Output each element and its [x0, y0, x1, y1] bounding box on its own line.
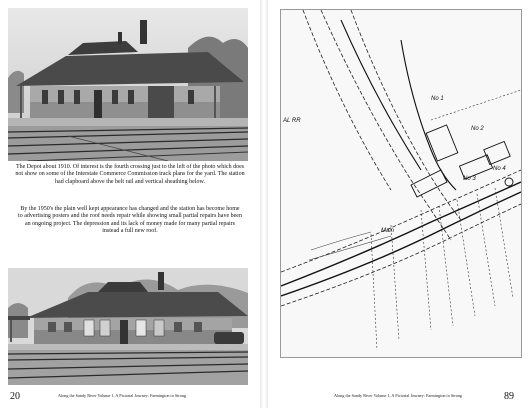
track-plan-map	[280, 9, 522, 358]
book-gutter	[260, 0, 268, 408]
bottom-photo-caption: By the 1950's the plain well kept appearance has changed and the station has become home to advertising posters and the roof needs repair while showing small partial repairs have been an ongoing project. The depression and its lack of money made for many partial repairs instead a full new roof.	[18, 206, 242, 234]
running-footer-left: Along the Sandy River Volume 1, A Pictorial Journey: Farmington to Strong	[58, 393, 187, 398]
svg-text:No 1: No 1	[431, 96, 444, 102]
top-photo-caption: The Depot about 1910. Of interest is the fourth crossing just to the left of the photo which does not show on some of the Interstate Commerce Commission track plans for the yard. The station had clapboard above the belt rail and vertical sheathing below.	[15, 164, 245, 185]
depot-photo-1910	[8, 8, 248, 161]
page-number-right: 89	[504, 391, 514, 402]
svg-text:AL RR: AL RR	[283, 118, 301, 124]
left-page	[0, 0, 260, 408]
page-number-left: 20	[10, 391, 20, 402]
depot-photo-1950s	[8, 268, 248, 385]
svg-text:Main: Main	[381, 228, 395, 234]
svg-text:No 3: No 3	[463, 176, 476, 182]
right-page	[268, 0, 528, 408]
svg-text:No 4: No 4	[493, 166, 506, 172]
running-footer-right: Along the Sandy River Volume 1, A Pictorial Journey: Farmington to Strong	[334, 393, 463, 398]
svg-text:No 2: No 2	[471, 126, 484, 132]
